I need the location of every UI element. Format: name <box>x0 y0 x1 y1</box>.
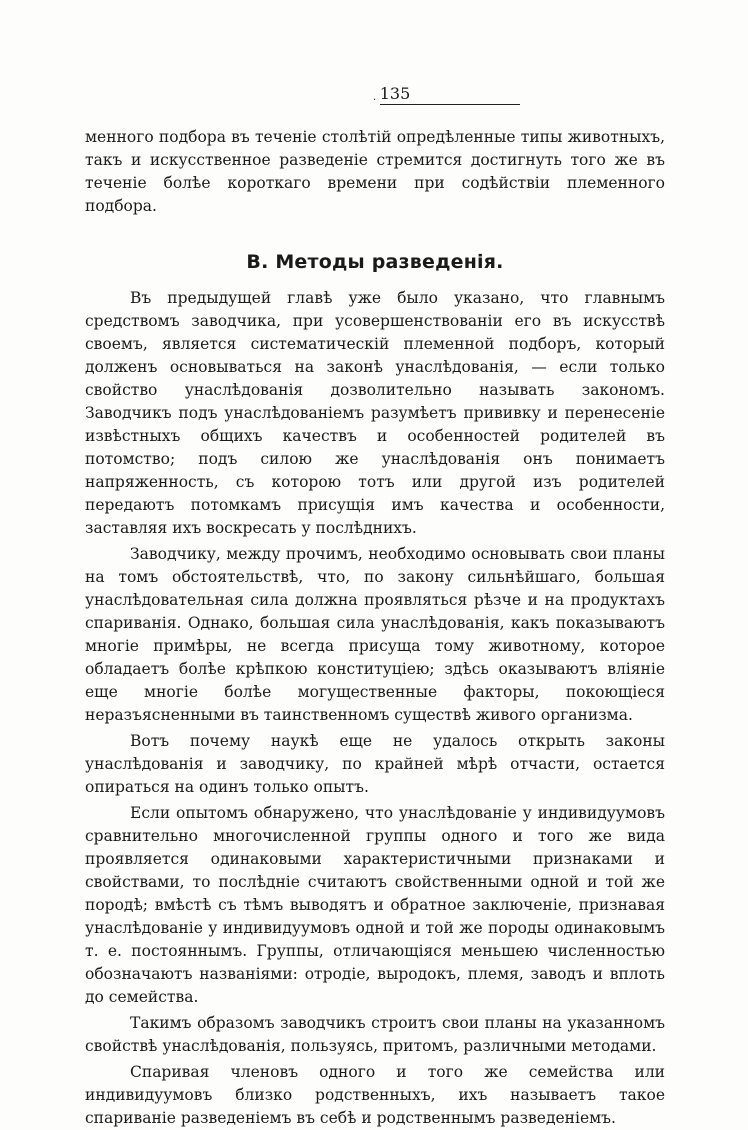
section-heading: B. Методы разведенія. <box>246 251 504 273</box>
paragraph-1: Въ предыдущей главѣ уже было указано, что главнымъ средствомъ заводчика, при усовершенствованіи его въ искусствѣ своемъ, является систематическій племенной подборъ, который долженъ основываться на законѣ унаслѣдованія, — если только свойство унаслѣдованія дозволительно называть закономъ. Заводчикъ подъ унаслѣдованіемъ разумѣетъ прививку и перенесеніе извѣстныхъ общихъ качествъ и особенностей родителей въ потомство; подъ силою же унаслѣдованія онъ понимаетъ напряженность, съ которою тотъ или другой изъ родителей передаютъ потомкамъ присущія имъ качества и особенности, заставляя ихъ воскресать у послѣднихъ. <box>85 289 665 537</box>
book-page <box>85 84 665 1130</box>
paragraph-2: Заводчику, между прочимъ, необходимо основывать свои планы на томъ обстоятельствѣ, что, по закону сильнѣйшаго, большая унаслѣдовательная сила должна проявляться рѣзче и на продуктахъ спариванія. Однако, большая сила унаслѣдованія, какъ показываютъ многіе примѣры, не всегда присуща тому животному, которое обладаетъ болѣе крѣпкою конституціею; здѣсь оказываютъ вліяніе еще многіе болѣе могущественные факторы, покоющіеся неразъясненными въ таинственномъ существѣ живого организма. <box>85 545 665 724</box>
paragraph-4: Если опытомъ обнаружено, что унаслѣдованіе у индивидуумовъ сравнительно многочисленной группы одного и того же вида проявляется одинаковыми характеристичными признаками и свойствами, то послѣдніе считаютъ свойственными одной и той же породѣ; вмѣстѣ съ тѣмъ выводятъ и обратное заключеніе, признавая унаслѣдованіе у индивидуумовъ одной и той же породы одинаковымъ т. е. постояннымъ. Группы, отличающіяся меньшею численностью обозначаютъ названіями: отродіе, выродокъ, племя, заводъ и вплоть до семейства. <box>85 804 665 1006</box>
header-mark: · <box>373 95 377 106</box>
paragraph-6: Спаривая членовъ одного и того же семейства или индивидуумовъ близко родственныхъ, ихъ называетъ такое спариваніе разведеніемъ въ себѣ и родственнымъ разведеніемъ. <box>85 1063 665 1127</box>
paragraph-3: Вотъ почему наукѣ еще не удалось открыть законы унаслѣдованія и заводчику, по крайней мѣрѣ отчасти, остается опираться на одинъ только опытъ. <box>85 732 665 796</box>
header-rule <box>380 104 520 105</box>
continuation-paragraph: менного подбора въ теченіе столѣтій опредѣленные типы животныхъ, такъ и искусственное разведеніе стремится достигнуть того же въ теченіе болѣе короткаго времени при содѣйствіи племенного подбора. <box>85 128 665 215</box>
page-number: 135 <box>379 84 411 103</box>
paragraph-5: Такимъ образомъ заводчикъ строитъ свои планы на указанномъ свойствѣ унаслѣдованія, пользуясь, притомъ, различными методами. <box>85 1014 665 1055</box>
page-number-header <box>125 84 665 104</box>
